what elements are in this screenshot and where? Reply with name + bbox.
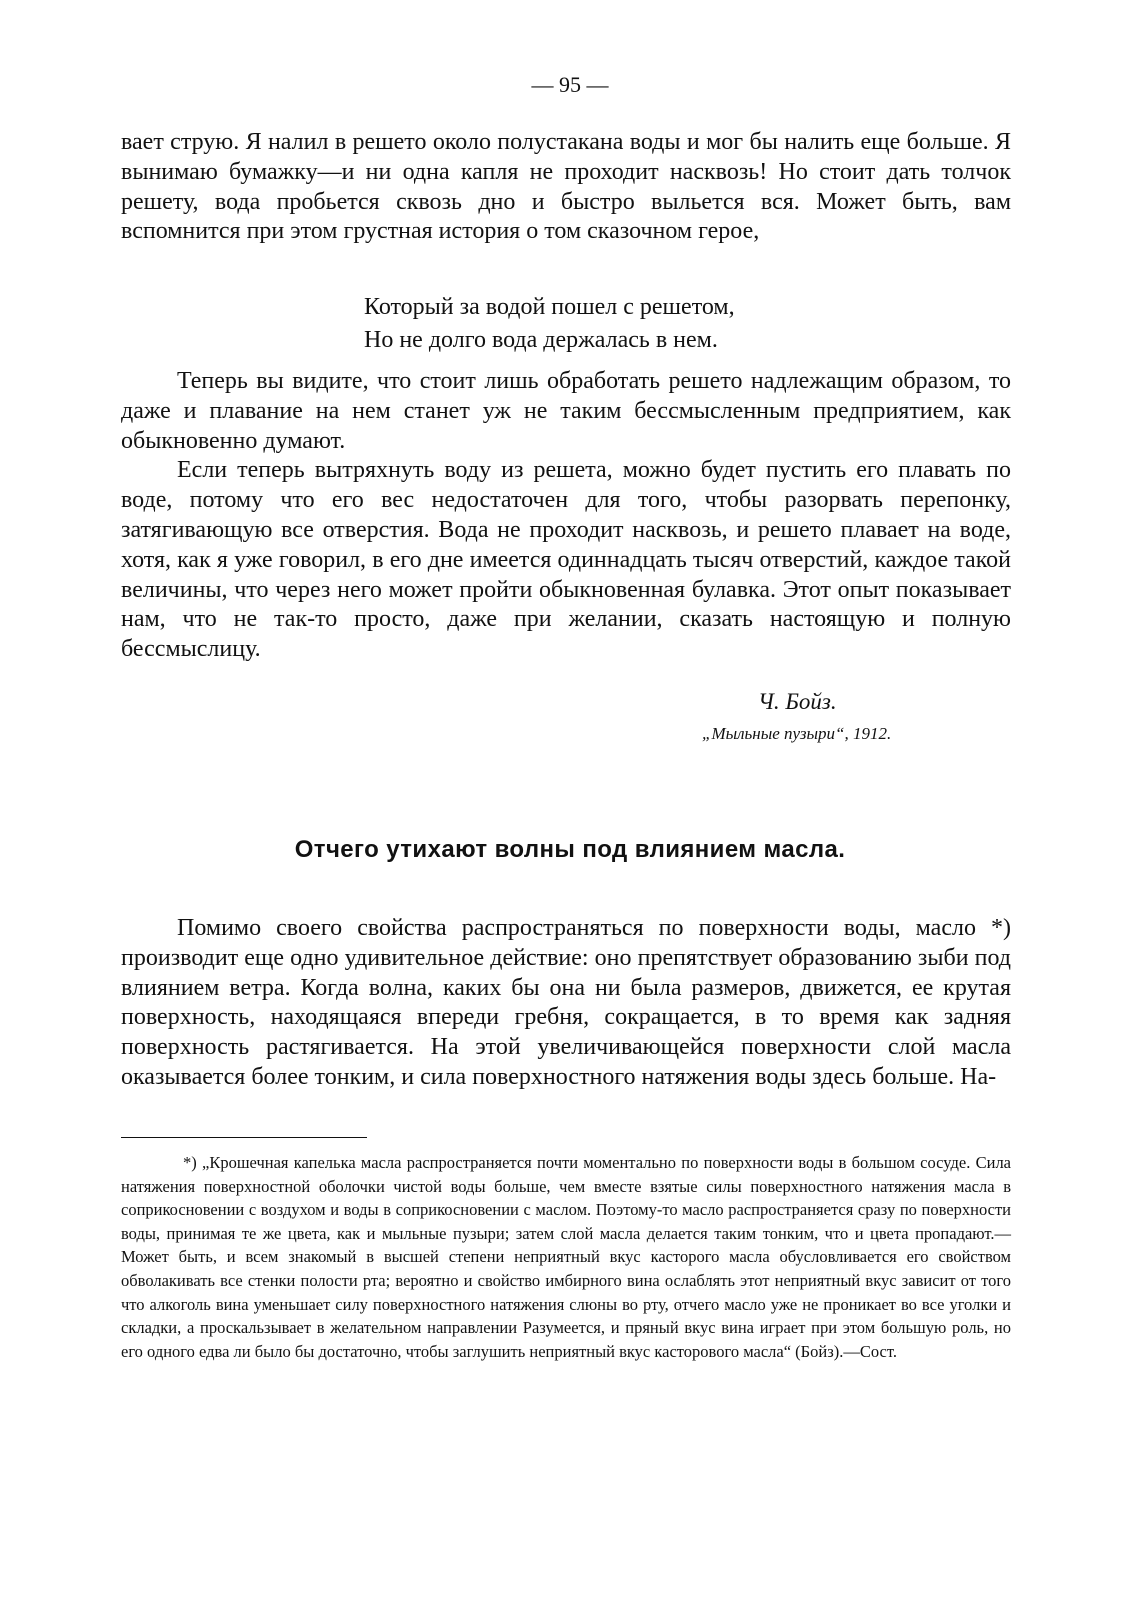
verse-line: Который за водой пошел с решетом, bbox=[364, 294, 735, 320]
paragraph-group-conclusion bbox=[121, 367, 1011, 665]
footnote-divider bbox=[121, 1137, 367, 1138]
signature-author: Ч. Бойз. bbox=[758, 689, 837, 714]
signature-source: „Мыльные пузыри“, 1912. bbox=[702, 724, 892, 743]
section-heading: Отчего утихают волны под влиянием масла. bbox=[294, 836, 846, 863]
footnote-text: *) „Крошечная капелька масла распространяется почти моментально по поверхности воды в большом сосуде. Сила натяжения поверхностной оболочки чистой воды больше, чем вместе взятые силы поверхностного натяжения масла в соприкосновении с воздухом и воды в соприкосновении с маслом. Поэтому-то масло распространяется сразу по поверхности воды, принимая те же цвета, как и мыльные пузыри; затем слой масла делается таким тонким, что и цвета пропадают.—Может быть, и всем знакомый в высшей степени неприятный вкус касторого масла обусловливается его свойством обволакивать все стенки полости рта; вероятно и свойство имбирного вина ослаблять этот неприятный вкус зависит от того что алкоголь вина уменьшает силу поверхностного натяжения слюны во рту, отчего масло уже не проникает во все уголки и складки, а проскальзывает в желательном направлении Разумеется, и пряный вкус вина играет при этом большую роль, но его одного едва ли было бы достаточно, чтобы заглушить неприятный вкус касторового масла“ (Бойз).—Сост. bbox=[121, 1153, 1011, 1361]
verse-quote bbox=[364, 291, 735, 357]
paragraph-sieve-experiment bbox=[121, 128, 1011, 247]
paragraph-text: Помимо своего свойства распространяться по поверхности воды, масло *) производит еще одно удивительное действие: оно препятствует образованию зыби под влиянием ветра. Когда волна, каких бы она ни была размеров, движется, ее крутая поверхность, находящаяся впереди гребня, сокращается, в то время как задняя поверхность растягивается. На этой увеличивающейся поверхности слой масла оказывается более тонким, и сила поверхностного натяжения воды здесь больше. На- bbox=[121, 915, 1011, 1090]
page-number: — 95 — bbox=[531, 72, 609, 97]
paragraph-text: вает струю. Я налил в решето около полустакана воды и мог бы налить еще больше. Я вынимаю бумажку—и ни одна капля не проходит насквозь! Но стоит дать толчок решету, вода пробьется сквозь дно и быстро выльется вся. Может быть, вам вспомнится при этом грустная история о том сказочном герое, bbox=[121, 129, 1011, 245]
paragraph-oil-waves bbox=[121, 914, 1011, 1093]
verse-line: Но не долго вода держалась в нем. bbox=[364, 327, 718, 353]
paragraph-text: Теперь вы видите, что стоит лишь обработать решето надлежащим образом, то даже и плавание на нем станет уж не таким бессмысленным предприятием, как обыкновенно думают. bbox=[121, 368, 1011, 454]
paragraph-text: Если теперь вытряхнуть воду из решета, можно будет пустить его плавать по воде, потому что его вес недостаточен для того, чтобы разорвать перепонку, затягивающую все отверстия. Вода не проходит насквозь, и решето плавает на воде, хотя, как я уже говорил, в его дне имеется одиннадцать тысяч отверстий, каждое такой величины, что через него может пройти обыкновенная булавка. Этот опыт показывает нам, что не так-то просто, даже при желании, сказать настоящую и полную бессмыслицу. bbox=[121, 457, 1011, 663]
